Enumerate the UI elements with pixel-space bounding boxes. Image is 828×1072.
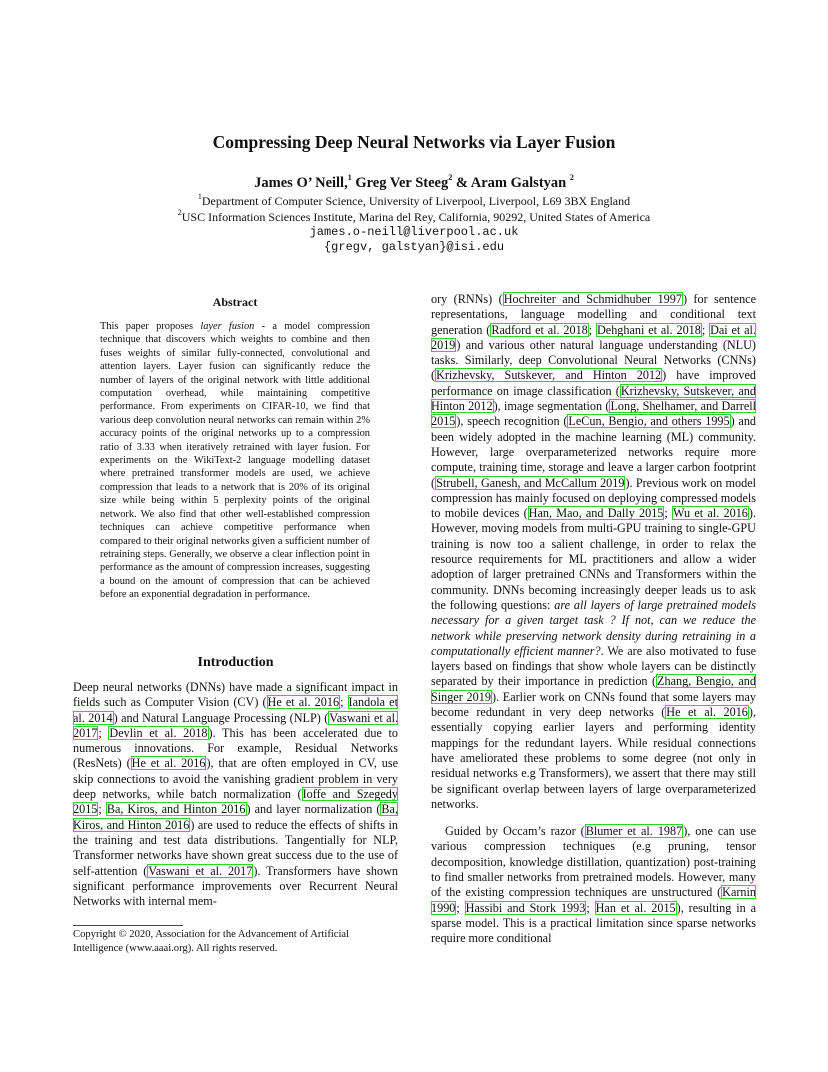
citation-link[interactable]: Ba, Kiros, and Hinton 2016 [73,802,398,832]
citation-link[interactable]: Hassibi and Stork 1993 [465,900,586,915]
affiliation-2-sup: 2 [177,208,182,217]
body-text: ; [588,322,596,337]
body-text: ), speech recognition ( [456,414,568,429]
paper-title: Compressing Deep Neural Networks via Layer Fusion [212,132,616,152]
intro-text: ). Transformers have shown significant performance improvements over Recurrent Neural Networks with internal mem- [73,863,398,909]
email-2: {gregv, galstyan}@isi.edu [323,240,505,254]
body-text: ), essentially copying earlier layers and performing identity mappings for the redundant layers. While residual connections have ameliorated these problems to some degree (not only in residual networks e.g Transformers), we assert that there may still be significant overlap between layers of large overparameterized networks. [431,705,756,811]
body-text: ). However, moving models from multi-GPU training to single-GPU training is now too a salient challenge, in order to relax the resource requirements for ML practitioners and allow a wider adoption of larger pretrained CNNs and Transformers within the community. DNNs becoming increasingly deeper leads us to ask the following questions: [431,506,756,612]
citation-link[interactable]: Iandola et al. 2014 [73,695,398,725]
body-text: ) for sentence representations, language modelling and conditional text generation ( [431,292,756,337]
intro-text: ) and layer normalization ( [246,802,381,817]
body-text: ; [456,900,465,915]
body-text: ) and various other natural language understanding (NLU) tasks. Similarly, deep Convolutional Neural Networks (CNNs) ( [431,337,756,383]
intro-text: ; [340,695,348,710]
citation-link[interactable]: He et al. 2016 [131,756,206,771]
citation-link[interactable]: Ioffe and Szegedy 2015 [73,787,398,817]
citation-link[interactable]: Hochreiter and Schmidhuber 1997 [503,292,682,306]
body-text: ). Previous work on model compression has mainly focused on deploying compressed models to mobile devices ( [431,475,756,521]
body-text: ; [586,900,595,915]
body-text: ), one can use various compression techniques (e.g pruning, tensor decomposition, knowledge distillation, quantization) post-training to find smaller networks from pretrained models. However, many of the existing compression techniques are unstructured ( [431,824,756,900]
introduction-heading: Introduction [197,655,274,670]
citation-link[interactable]: Radford et al. 2018 [491,322,588,337]
citation-link[interactable]: Krizhevsky, Sutskever, and Hinton 2012 [436,368,662,383]
author-1-affil: 1 [347,173,352,182]
affiliation-1-text: Department of Computer Science, University of Liverpool, Liverpool, L69 3BX England [201,194,631,208]
abstract-heading: Abstract [212,295,258,309]
body-text: . We are also motivated to fuse layers based on findings that show whole layers can be distinctly separated by their importance in prediction ( [431,643,756,689]
citation-link[interactable]: Vaswani et al. 2017 [148,863,253,878]
citation-link[interactable]: Ba, Kiros, and Hinton 2016 [106,802,246,817]
author-3-affil: 2 [569,173,574,182]
citation-link[interactable]: Vaswani et al. 2017 [73,710,399,740]
affiliation-2-text: USC Information Sciences Institute, Marina del Rey, California, 90292, United States of America [181,210,651,224]
body-text: ) and been widely adopted in the machine learning (ML) community. However, large overparameterized networks require more compute, training time, storage and leave a larger carbon footprint ( [431,414,757,490]
abstract-text-2: - a model compression technique that discovers which weights to combine and then fuses weights of similar fully-connected, convolutional and attention layers. Layer fusion can significantly reduce the number of layers of the original network with little additional computation overhead, while maintaining competitive performance. From experiments on CIFAR-10, we find that various deep convolution neural networks can remain within 2% accuracy points of the original networks up to a compression ratio of 3.33 when iteratively retrained with layer fusion. For experiments on the WikiText-2 language modelling dataset where pretrained transformer models are used, we achieve compression that leads to a network that is 20% of its original size while being within 5 perplexity points of the original network. We also find that other well-established compression techniques can achieve competitive performance when compared to their original networks given a sufficient number of retraining steps. Generally, we observe a clear inflection point in performance as the amount of compression increases, suggesting a bound on the amount of compression that can be achieved before an exponential degradation in performance. [100,321,370,601]
body-text: ), image segmentation ( [493,399,610,414]
citation-link[interactable]: Long, Shelhamer, and Darrell 2015 [431,399,756,429]
body-text: ory (RNNs) ( [431,292,503,306]
paragraph [431,292,756,812]
citation-link[interactable]: Strubell, Ganesh, and McCallum 2019 [436,475,625,490]
author-2-affil: 2 [448,173,453,182]
author-list [0,175,828,192]
footnote-rule [73,925,183,926]
citation-link[interactable]: Wu et al. 2016 [673,506,748,521]
copyright-notice: Copyright © 2020, Association for the Advancement of Artificial Intelligence (www.aaai.org). All rights reserved. [73,929,350,954]
paragraph [431,824,756,946]
right-column-text [431,292,756,946]
intro-text: Deep neural networks (DNNs) have made a significant impact in fields such as Computer Vision (CV) ( [73,680,398,710]
research-question: are all layers of large pretrained models necessary for a given target task ? If not, can we reduce the network while preserving network density during retraining in a computationally efficient manner? [431,597,756,658]
intro-text: ; [98,802,106,817]
citation-link[interactable]: Han, Mao, and Dally 2015 [528,506,664,521]
abstract-text-1: This paper proposes [100,321,201,332]
citation-link[interactable]: Devlin et al. 2018 [109,725,208,740]
body-text: ). Earlier work on CNNs found that some layers may become redundant in very deep networks ( [431,689,756,720]
body-text: ; [701,322,710,337]
intro-text: ) are used to reduce the effects of shifts in the training and test data distributions. Tangentially for NLP, Transformer networks have shown great success due to the use of self-attention ( [73,817,398,878]
citation-link[interactable]: He et al. 2016 [666,705,748,720]
affiliation-2 [0,210,828,225]
intro-text: ) and Natural Language Processing (NLP) ( [113,710,329,725]
body-text: ), resulting in a sparse model. This is a practical limitation since sparse networks require more conditional [431,900,757,946]
citation-link[interactable]: Han et al. 2015 [595,900,676,915]
intro-text: ). This has been accelerated due to numerous innovations. For example, Residual Networks (ResNets) ( [73,725,399,771]
citation-link[interactable]: Zhang, Bengio, and Singer 2019 [431,674,756,704]
affiliation-1-sup: 1 [197,192,202,201]
author-2: Greg Ver Steeg [355,175,449,191]
introduction-text [73,680,398,909]
email-1: james.o-neill@liverpool.ac.uk [309,225,519,239]
intro-text: ; [98,725,109,740]
body-text: ) have improved performance on image classification ( [431,368,757,398]
citation-link[interactable]: Dai et al. 2019 [431,322,756,352]
affiliation-1 [0,194,828,209]
body-text: Guided by Occam’s razor ( [445,824,585,839]
citation-link[interactable]: He et al. 2016 [267,695,340,710]
abstract-text [100,320,370,602]
citation-link[interactable]: Blumer et al. 1987 [585,824,683,839]
author-3: & Aram Galstyan [455,175,567,191]
citation-link[interactable]: Krizhevsky, Sutskever, and Hinton 2012 [431,383,756,414]
citation-link[interactable]: Dehghani et al. 2018 [596,322,701,337]
citation-link[interactable]: Karnin 1990 [431,885,756,915]
body-text: ; [664,506,673,521]
citation-link[interactable]: LeCun, Bengio, and others 1995 [568,414,730,429]
intro-text: ), that are often employed in CV, use skip connections to avoid the vanishing gradient problem in very deep networks, while batch normalization ( [73,756,398,802]
abstract-emphasis: layer fusion [200,321,255,332]
author-1: James O’ Neill, [254,175,348,191]
